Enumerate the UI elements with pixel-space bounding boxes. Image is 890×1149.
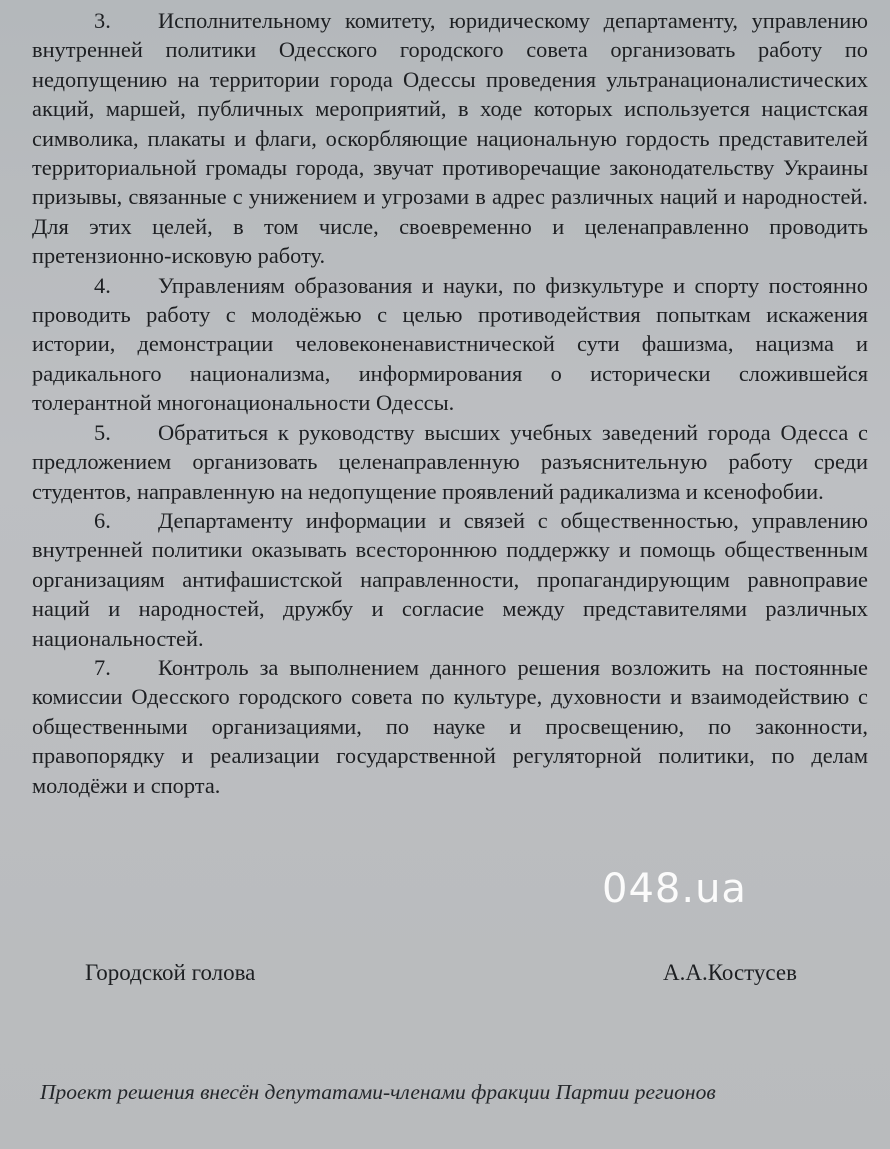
- signature-title: Городской голова: [85, 960, 256, 985]
- paragraph-7: [32, 653, 868, 800]
- signature-name: А.А.Костусев: [662, 960, 797, 985]
- paragraph-text: Контроль за выполнением данного решения возложить на постоянные комиссии Одесского городского совета по культуре, духовности и взаимодействию с общественными организациями, по науке и просвещению, по законности, правопорядку и реализации государственной регуляторной политики, по делам молодёжи и спорта.: [32, 654, 868, 798]
- paragraph-text: Департаменту информации и связей с общественностью, управлению внутренней политики оказывать всестороннюю поддержку и помощь общественным организациям антифашистской направленности, пропагандирующим равноправие наций и народностей, дружбу и согласие между представителями различных национальностей.: [32, 507, 868, 651]
- paragraph-4: [32, 271, 868, 418]
- document-body: [32, 6, 868, 800]
- paragraph-text: Исполнительному комитету, юридическому департаменту, управлению внутренней политики Одесского городского совета организовать работу по недопущению на территории города Одессы проведения ультранационалистических акций, маршей, публичных мероприятий, в ходе которых используется нацистская символика, плакаты и флаги, оскорбляющие национальную гордость представителей территориальной громады города, звучат противоречащие законодательству Украины призывы, связанные с унижением и угрозами в адрес различных наций и народностей. Для этих целей, в том числе, своевременно и целенаправленно проводить претензионно-исковую работу.: [32, 8, 868, 269]
- paragraph-3: [32, 6, 868, 271]
- site-watermark: 048.ua: [602, 866, 747, 912]
- paragraph-number: 7.: [94, 654, 111, 680]
- paragraph-6: [32, 506, 868, 653]
- draft-footnote: Проект решения внесён депутатами-членами фракции Партии регионов: [40, 1080, 716, 1104]
- paragraph-number: 3.: [94, 8, 111, 33]
- paragraph-number: 4.: [94, 272, 111, 298]
- paragraph-number: 6.: [94, 507, 111, 533]
- paragraph-5: [32, 418, 868, 506]
- paragraph-number: 5.: [94, 419, 111, 445]
- paragraph-text: Управлениям образования и науки, по физкультуре и спорту постоянно проводить работу с молодёжью с целью противодействия попыткам искажения истории, демонстрации человеконенавистнической сути фашизма, нацизма и радикального национализма, информирования о исторически сложившейся толерантной многонациональности Одессы.: [32, 272, 868, 416]
- paragraph-text: Обратиться к руководству высших учебных заведений города Одесса с предложением организовать целенаправленную разъяснительную работу среди студентов, направленную на недопущение проявлений радикализма и ксенофобии.: [32, 419, 868, 504]
- signature-block: [85, 960, 805, 994]
